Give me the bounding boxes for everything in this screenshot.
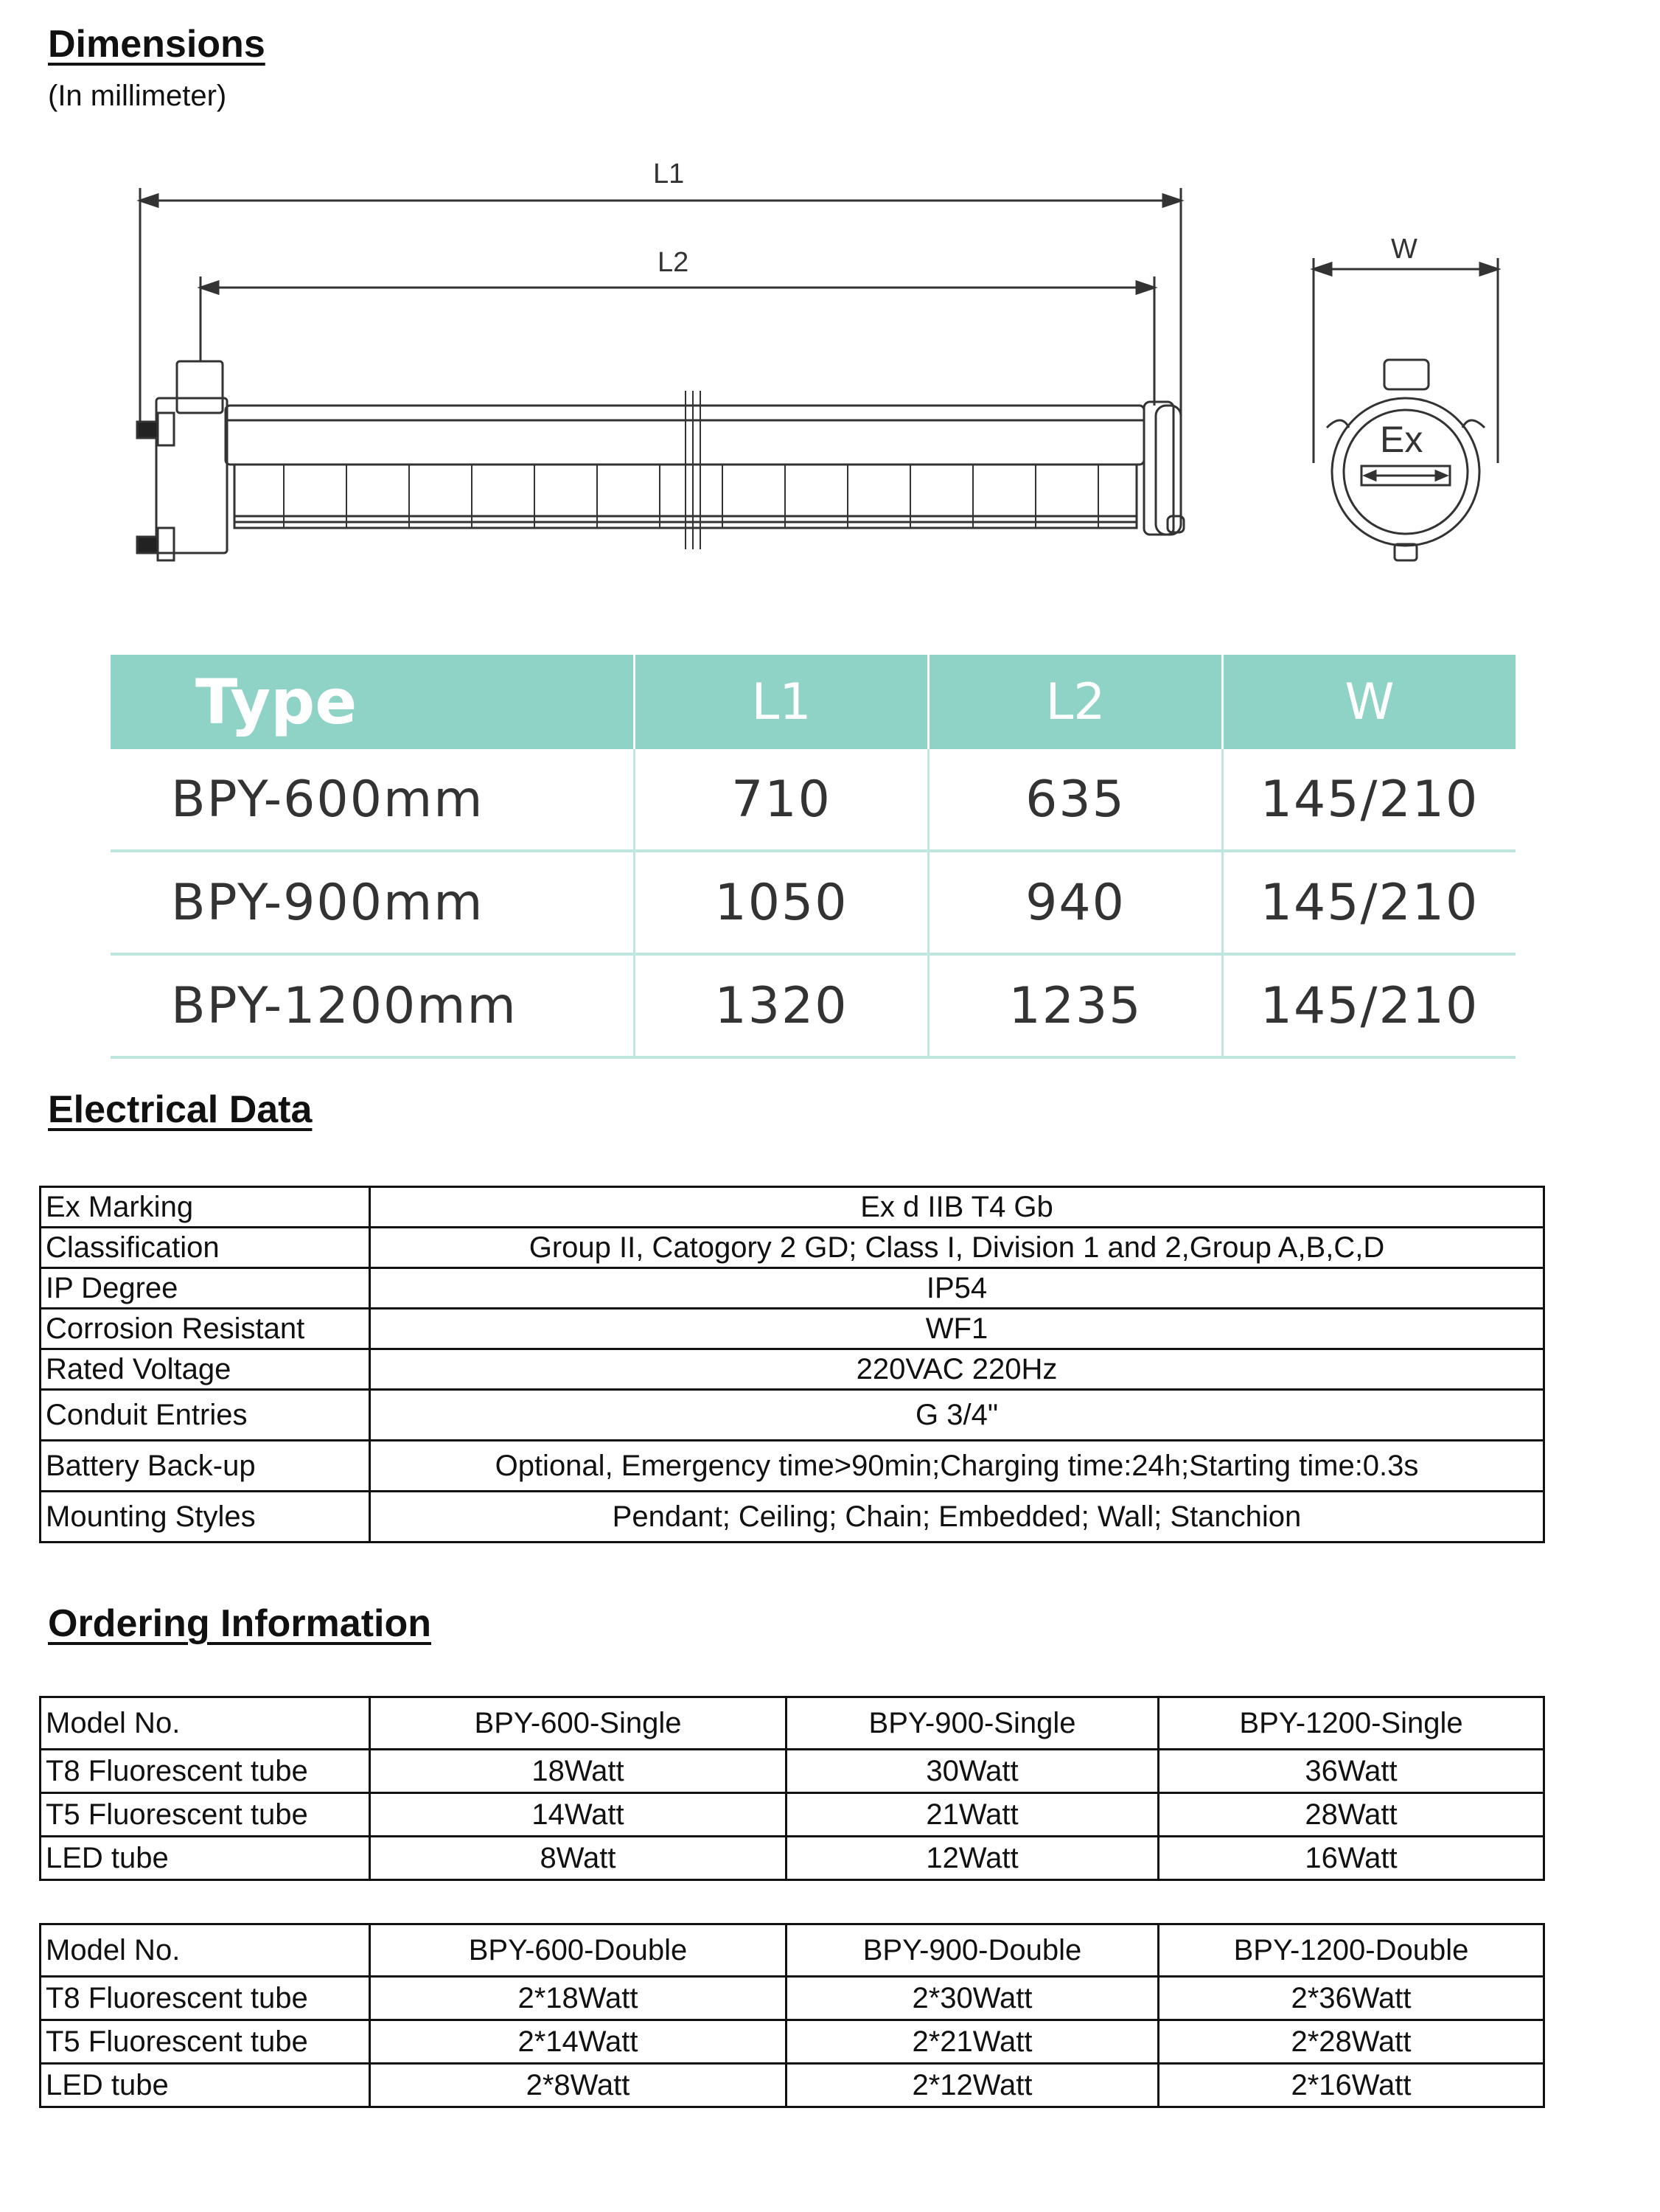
dimensions-subtitle: (In millimeter) xyxy=(48,80,227,112)
ordering-double-table xyxy=(39,1923,1545,2108)
model-cell: BPY-1200-Double xyxy=(1159,1924,1544,1977)
wattage-cell: 18Watt xyxy=(370,1750,787,1793)
table-row xyxy=(41,1837,1544,1880)
row-label: Classification xyxy=(41,1228,370,1268)
type-cell: BPY-600mm xyxy=(111,749,635,851)
l1-label: L1 xyxy=(653,159,685,189)
wattage-cell: 8Watt xyxy=(370,1837,787,1880)
model-cell: BPY-600-Single xyxy=(370,1697,787,1750)
row-label: T5 Fluorescent tube xyxy=(41,2020,370,2064)
table-row xyxy=(111,851,1516,954)
row-label: T5 Fluorescent tube xyxy=(41,1793,370,1837)
table-row xyxy=(41,1441,1544,1492)
table-row xyxy=(41,2020,1544,2064)
type-cell: BPY-900mm xyxy=(111,851,635,954)
l1-arrow-left xyxy=(140,195,158,206)
l2-cell: 635 xyxy=(929,749,1223,851)
wattage-cell: 12Watt xyxy=(787,1837,1159,1880)
w-label: W xyxy=(1391,234,1417,265)
l1-cell: 1320 xyxy=(635,954,929,1057)
wattage-cell: 2*8Watt xyxy=(370,2064,787,2107)
row-value: Ex d IIB T4 Gb xyxy=(370,1187,1544,1228)
wattage-cell: 2*21Watt xyxy=(787,2020,1159,2064)
wattage-cell: 2*12Watt xyxy=(787,2064,1159,2107)
type-cell: BPY-1200mm xyxy=(111,954,635,1057)
row-label: LED tube xyxy=(41,1837,370,1880)
l2-arrow-left xyxy=(200,282,218,293)
table-row xyxy=(41,1268,1544,1309)
ex-label: Ex xyxy=(1380,419,1423,460)
row-label: LED tube xyxy=(41,2064,370,2107)
wattage-cell: 2*36Watt xyxy=(1159,1977,1544,2020)
guard-bars xyxy=(284,465,1098,528)
dimension-table xyxy=(111,655,1516,1059)
table-row xyxy=(41,1750,1544,1793)
wattage-cell: 2*16Watt xyxy=(1159,2064,1544,2107)
wattage-cell: 21Watt xyxy=(787,1793,1159,1837)
row-label: Ex Marking xyxy=(41,1187,370,1228)
row-value: IP54 xyxy=(370,1268,1544,1309)
l1-arrow-right xyxy=(1163,195,1181,206)
wattage-cell: 14Watt xyxy=(370,1793,787,1837)
table-row xyxy=(41,1977,1544,2020)
dimension-table-header xyxy=(111,655,1516,749)
right-end-cap xyxy=(1144,402,1173,535)
header-l1: L1 xyxy=(635,655,929,749)
wattage-cell: 2*14Watt xyxy=(370,2020,787,2064)
row-label: Rated Voltage xyxy=(41,1349,370,1390)
row-label: T8 Fluorescent tube xyxy=(41,1750,370,1793)
header-type: Type xyxy=(111,655,635,749)
row-label: T8 Fluorescent tube xyxy=(41,1977,370,2020)
header-l2: L2 xyxy=(929,655,1223,749)
model-cell: BPY-900-Double xyxy=(787,1924,1159,1977)
table-row xyxy=(41,1390,1544,1441)
row-value: G 3/4" xyxy=(370,1390,1544,1441)
row-value: Pendant; Ceiling; Chain; Embedded; Wall; Stanchion xyxy=(370,1492,1544,1543)
left-end-cap xyxy=(177,361,223,413)
table-row xyxy=(41,1349,1544,1390)
wattage-cell: 16Watt xyxy=(1159,1837,1544,1880)
l2-arrow-right xyxy=(1137,282,1154,293)
row-value: 220VAC 220Hz xyxy=(370,1349,1544,1390)
ordering-single-table xyxy=(39,1696,1545,1881)
row-value: Optional, Emergency time>90min;Charging time:24h;Starting time:0.3s xyxy=(370,1441,1544,1492)
wattage-cell: 2*18Watt xyxy=(370,1977,787,2020)
wattage-cell: 28Watt xyxy=(1159,1793,1544,1837)
wattage-cell: 2*30Watt xyxy=(787,1977,1159,2020)
electrical-data-table xyxy=(39,1186,1545,1543)
w-cell: 145/210 xyxy=(1223,851,1516,954)
l1-cell: 710 xyxy=(635,749,929,851)
w-cell: 145/210 xyxy=(1223,954,1516,1057)
wattage-cell: 2*28Watt xyxy=(1159,2020,1544,2064)
row-label: IP Degree xyxy=(41,1268,370,1309)
row-label: Mounting Styles xyxy=(41,1492,370,1543)
luminaire-dimension-drawing xyxy=(0,147,1660,619)
row-label: Model No. xyxy=(41,1697,370,1750)
wattage-cell: 36Watt xyxy=(1159,1750,1544,1793)
side-top-boss xyxy=(1384,360,1429,389)
row-value: WF1 xyxy=(370,1309,1544,1349)
row-label: Corrosion Resistant xyxy=(41,1309,370,1349)
model-cell: BPY-900-Single xyxy=(787,1697,1159,1750)
l2-label: L2 xyxy=(658,247,689,278)
table-row xyxy=(41,1793,1544,1837)
row-label: Conduit Entries xyxy=(41,1390,370,1441)
row-label: Model No. xyxy=(41,1924,370,1977)
model-cell: BPY-1200-Single xyxy=(1159,1697,1544,1750)
table-row xyxy=(41,1492,1544,1543)
l2-cell: 1235 xyxy=(929,954,1223,1057)
table-row xyxy=(41,1187,1544,1228)
table-row xyxy=(41,1697,1544,1750)
row-value: Group II, Catogory 2 GD; Class I, Division 1 and 2,Group A,B,C,D xyxy=(370,1228,1544,1268)
ordering-information-title: Ordering Information xyxy=(48,1602,431,1645)
table-row xyxy=(41,1228,1544,1268)
table-row xyxy=(41,2064,1544,2107)
table-row xyxy=(41,1924,1544,1977)
dimensions-title: Dimensions xyxy=(48,23,265,66)
table-row xyxy=(111,954,1516,1057)
table-row xyxy=(111,749,1516,851)
row-label: Battery Back-up xyxy=(41,1441,370,1492)
header-w: W xyxy=(1223,655,1516,749)
l2-cell: 940 xyxy=(929,851,1223,954)
l1-cell: 1050 xyxy=(635,851,929,954)
w-cell: 145/210 xyxy=(1223,749,1516,851)
wattage-cell: 30Watt xyxy=(787,1750,1159,1793)
model-cell: BPY-600-Double xyxy=(370,1924,787,1977)
table-row xyxy=(41,1309,1544,1349)
electrical-data-title: Electrical Data xyxy=(48,1088,313,1131)
